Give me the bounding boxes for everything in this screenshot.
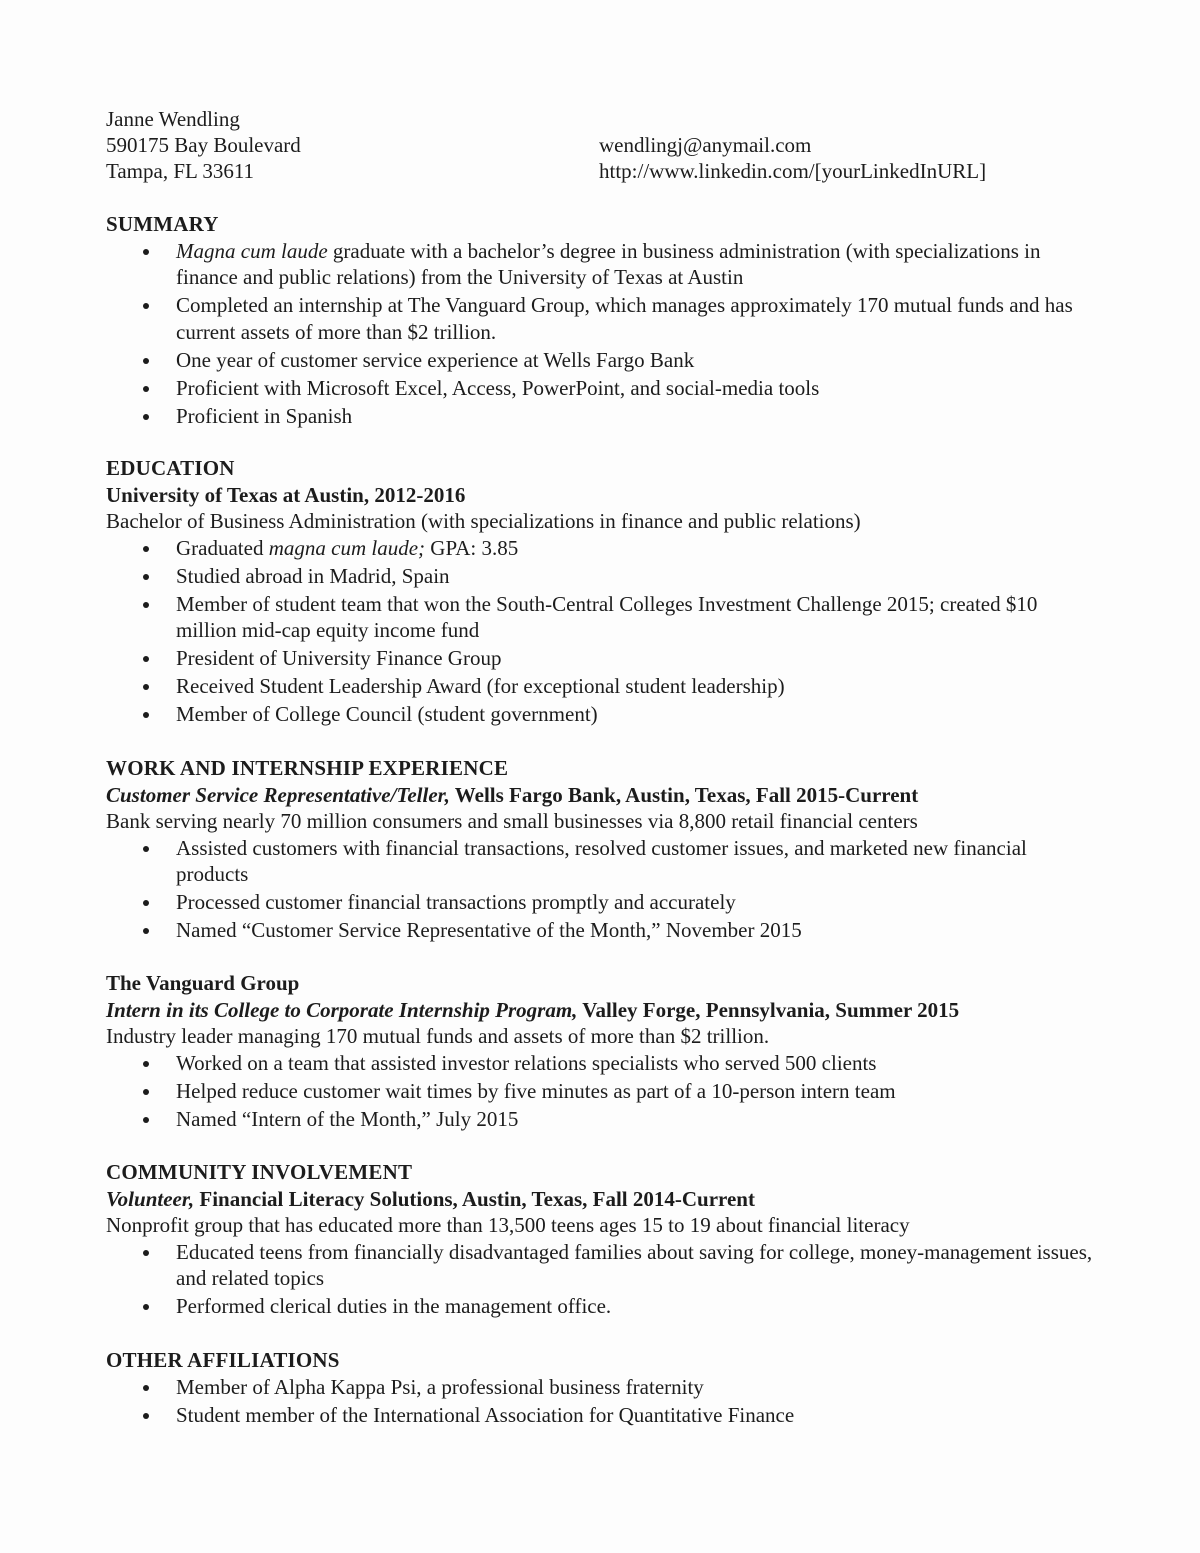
list-item: Worked on a team that assisted investor relations specialists who served 500 clients bbox=[106, 1050, 1096, 1077]
list-item: Member of College Council (student government) bbox=[106, 701, 1096, 728]
job2-company: The Vanguard Group bbox=[106, 971, 300, 995]
community-role: Volunteer, bbox=[106, 1186, 195, 1211]
job1-list bbox=[106, 835, 1096, 944]
job2-org: Valley Forge, Pennsylvania, Summer 2015 bbox=[577, 997, 960, 1022]
list-item: One year of customer service experience at Wells Fargo Bank bbox=[106, 347, 1096, 374]
contact-linkedin: http://www.linkedin.com/[yourLinkedInURL] bbox=[599, 159, 987, 183]
summary-heading: SUMMARY bbox=[106, 212, 219, 236]
contact-email: wendlingj@anymail.com bbox=[599, 133, 812, 157]
list-item: Helped reduce customer wait times by five minutes as part of a 10-person intern team bbox=[106, 1078, 1096, 1105]
job1-header bbox=[106, 782, 1096, 809]
education-item1-post: GPA: 3.85 bbox=[425, 535, 519, 560]
summary-item1-italic: Magna cum laude bbox=[176, 238, 328, 263]
list-item: Studied abroad in Madrid, Spain bbox=[106, 563, 1096, 590]
list-item: Performed clerical duties in the management office. bbox=[106, 1293, 1096, 1320]
list-item: Educated teens from financially disadvantaged families about saving for college, money-management issues, and related topics bbox=[106, 1239, 1096, 1292]
affiliations-heading: OTHER AFFILIATIONS bbox=[106, 1348, 340, 1372]
community-description: Nonprofit group that has educated more than 13,500 teens ages 15 to 19 about financial literacy bbox=[106, 1213, 910, 1237]
list-item: Assisted customers with financial transactions, resolved customer issues, and marketed new financial products bbox=[106, 835, 1096, 888]
list-item: Member of Alpha Kappa Psi, a professional business fraternity bbox=[106, 1374, 1096, 1401]
job1-title: Customer Service Representative/Teller, bbox=[106, 782, 450, 807]
job2-list bbox=[106, 1050, 1096, 1133]
education-list bbox=[106, 535, 1096, 728]
list-item: Named “Customer Service Representative of the Month,” November 2015 bbox=[106, 917, 1096, 944]
community-section bbox=[106, 1159, 1096, 1320]
job1-description: Bank serving nearly 70 million consumers and small businesses via 8,800 retail financial centers bbox=[106, 809, 918, 833]
community-org: Financial Literacy Solutions, Austin, Texas, Fall 2014-Current bbox=[194, 1186, 755, 1211]
list-item: Completed an internship at The Vanguard Group, which manages approximately 170 mutual funds and has current assets of more than $2 trillion. bbox=[106, 292, 1096, 345]
list-item: Named “Intern of the Month,” July 2015 bbox=[106, 1106, 1096, 1133]
list-item bbox=[106, 238, 1096, 291]
education-section bbox=[106, 455, 1096, 728]
summary-item1-text: graduate with a bachelor’s degree in business administration (with specializations in finance and public relations) from the University of Texas at Austin bbox=[176, 238, 1041, 289]
affiliations-list bbox=[106, 1374, 1096, 1429]
summary-list bbox=[106, 238, 1096, 430]
job2-title: Intern in its College to Corporate Internship Program, bbox=[106, 997, 578, 1022]
education-degree: Bachelor of Business Administration (with specializations in finance and public relations) bbox=[106, 509, 861, 533]
job2-description: Industry leader managing 170 mutual funds and assets of more than $2 trillion. bbox=[106, 1024, 770, 1048]
affiliations-section bbox=[106, 1347, 1096, 1428]
contact-left bbox=[106, 106, 586, 184]
contact-right bbox=[599, 132, 1099, 184]
list-item: Proficient in Spanish bbox=[106, 403, 1096, 430]
contact-name: Janne Wendling bbox=[106, 107, 240, 131]
summary-section bbox=[106, 211, 1096, 429]
list-item: President of University Finance Group bbox=[106, 645, 1096, 672]
list-item: Proficient with Microsoft Excel, Access, PowerPoint, and social-media tools bbox=[106, 375, 1096, 402]
community-list bbox=[106, 1239, 1096, 1320]
work-heading: WORK AND INTERNSHIP EXPERIENCE bbox=[106, 756, 509, 780]
education-item1-pre: Graduated bbox=[176, 535, 269, 560]
job2-header bbox=[106, 997, 1096, 1024]
work-section bbox=[106, 755, 1096, 944]
education-item1-italic: magna cum laude; bbox=[268, 535, 426, 560]
list-item: Student member of the International Association for Quantitative Finance bbox=[106, 1402, 1096, 1429]
list-item bbox=[106, 535, 1096, 562]
community-heading: COMMUNITY INVOLVEMENT bbox=[106, 1160, 413, 1184]
vanguard-section bbox=[106, 970, 1096, 1132]
education-school: University of Texas at Austin, 2012-2016 bbox=[106, 482, 466, 507]
education-heading: EDUCATION bbox=[106, 456, 235, 480]
list-item: Processed customer financial transactions promptly and accurately bbox=[106, 889, 1096, 916]
contact-address: 590175 Bay Boulevard bbox=[106, 133, 301, 157]
list-item: Member of student team that won the South-Central Colleges Investment Challenge 2015; created $10 million mid-cap equity income fund bbox=[106, 591, 1096, 644]
job1-org: Wells Fargo Bank, Austin, Texas, Fall 2015-Current bbox=[449, 782, 919, 807]
contact-city: Tampa, FL 33611 bbox=[106, 159, 255, 183]
list-item: Received Student Leadership Award (for exceptional student leadership) bbox=[106, 673, 1096, 700]
community-header bbox=[106, 1186, 1096, 1213]
